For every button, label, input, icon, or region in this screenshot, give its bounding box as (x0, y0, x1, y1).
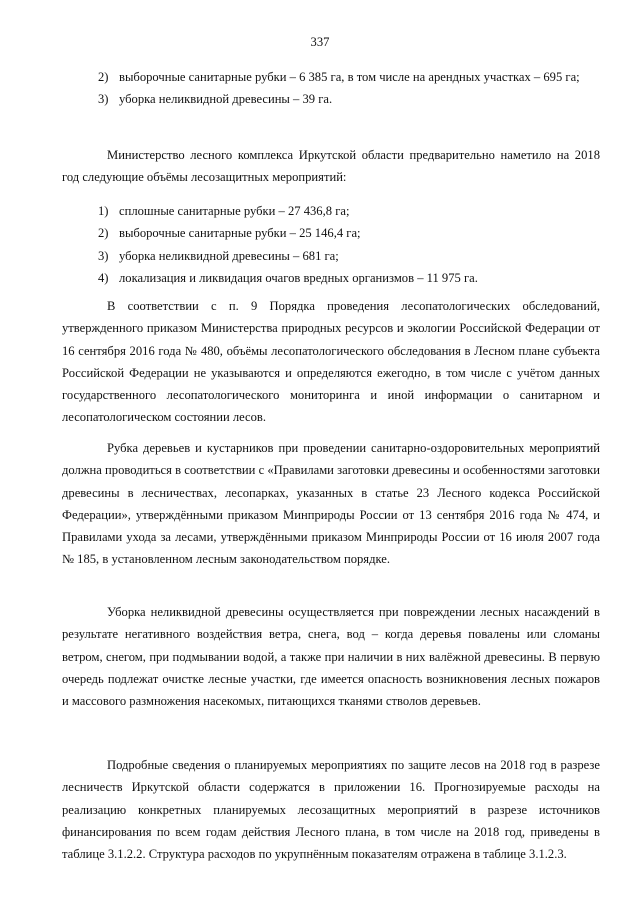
paragraph-detailed-info: Подробные сведения о планируемых мероприятиях по защите лесов на 2018 год в разрезе лесничеств Иркутской области содержатся в приложении 16. Прогнозируемые расходы на реализацию конкретных планируемых лесозащитных мероприятий в разрезе источников финансирования по всем годам действия Лесного плана, в том числе на 2018 год, приведены в таблице 3.1.2.2. Структура расходов по укрупнённым показателям отражена в таблице 3.1.2.3. (62, 758, 600, 862)
list-item-number: 2) (98, 226, 109, 241)
paragraph-deadwood-cleanup: Уборка неликвидной древесины осуществляется при повреждении лесных насаждений в результате негативного воздействия ветра, снега, вод – когда деревья повалены или сломаны ветром, снегом, при подмывании водой, а также при наличии в них валёжной древесины. В первую очередь подлежат очистке лесные участки, где имеется опасность возникновения лесных пожаров и массового размножения насекомых, питающихся тканями стволов деревьев. (62, 605, 600, 709)
page-number: 337 (310, 35, 330, 49)
list-item (98, 267, 600, 289)
paragraph-sanitary-felling: Рубка деревьев и кустарников при проведении санитарно-оздоровительных мероприятий должна проводиться в соответствии с «Правилами заготовки древесины и особенностями заготовки древесины в лесничествах, лесопарках, указанных в статье 23 Лесного кодекса Российской Федерации», утверждёнными приказом Минприроды России от 13 сентября 2016 года № 474, и Правилами ухода за лесами, утверждёнными приказом Минприроды России от 16 июля 2007 года № 185, в установленном лесным законодательством порядке. (62, 441, 600, 567)
list-item-number: 3) (98, 248, 109, 263)
list-item (98, 222, 600, 244)
measures-list-previous (98, 66, 600, 111)
measures-list-2018 (98, 200, 600, 289)
list-item (98, 88, 600, 110)
list-item-text: выборочные санитарные рубки – 25 146,4 га; (119, 226, 361, 241)
paragraph-ministry-plan: Министерство лесного комплекса Иркутской области предварительно наметило на 2018 год следующие объёмы лесозащитных мероприятий: (62, 148, 600, 185)
list-item-number: 1) (98, 204, 109, 218)
list-item-number: 4) (98, 270, 109, 285)
paragraph-survey-procedure: В соответствии с п. 9 Порядка проведения лесопатологических обследований, утвержденного приказом Министерства природных ресурсов и экологии Российской Федерации от 16 сентября 2016 года № 480, объёмы лесопатологического обследования в Лесном плане субъекта Российской Федерации не указываются и определяются ежегодно, в том числе с учётом данных государственного лесопатологического мониторинга и иной информации о санитарном и лесопатологическом состоянии лесов. (62, 299, 600, 425)
list-item (98, 66, 600, 88)
list-item (98, 200, 600, 222)
list-item-number: 2) (98, 70, 109, 84)
list-item-text: уборка неликвидной древесины – 39 га. (119, 92, 333, 107)
list-item-text: сплошные санитарные рубки – 27 436,8 га; (119, 204, 350, 218)
list-item-text: уборка неликвидной древесины – 681 га; (119, 248, 339, 263)
list-item (98, 245, 600, 267)
list-item-text: локализация и ликвидация очагов вредных организмов – 11 975 га. (119, 270, 478, 285)
list-item-number: 3) (98, 92, 109, 107)
list-item-text: выборочные санитарные рубки – 6 385 га, в том числе на арендных участках – 695 га; (119, 70, 580, 84)
